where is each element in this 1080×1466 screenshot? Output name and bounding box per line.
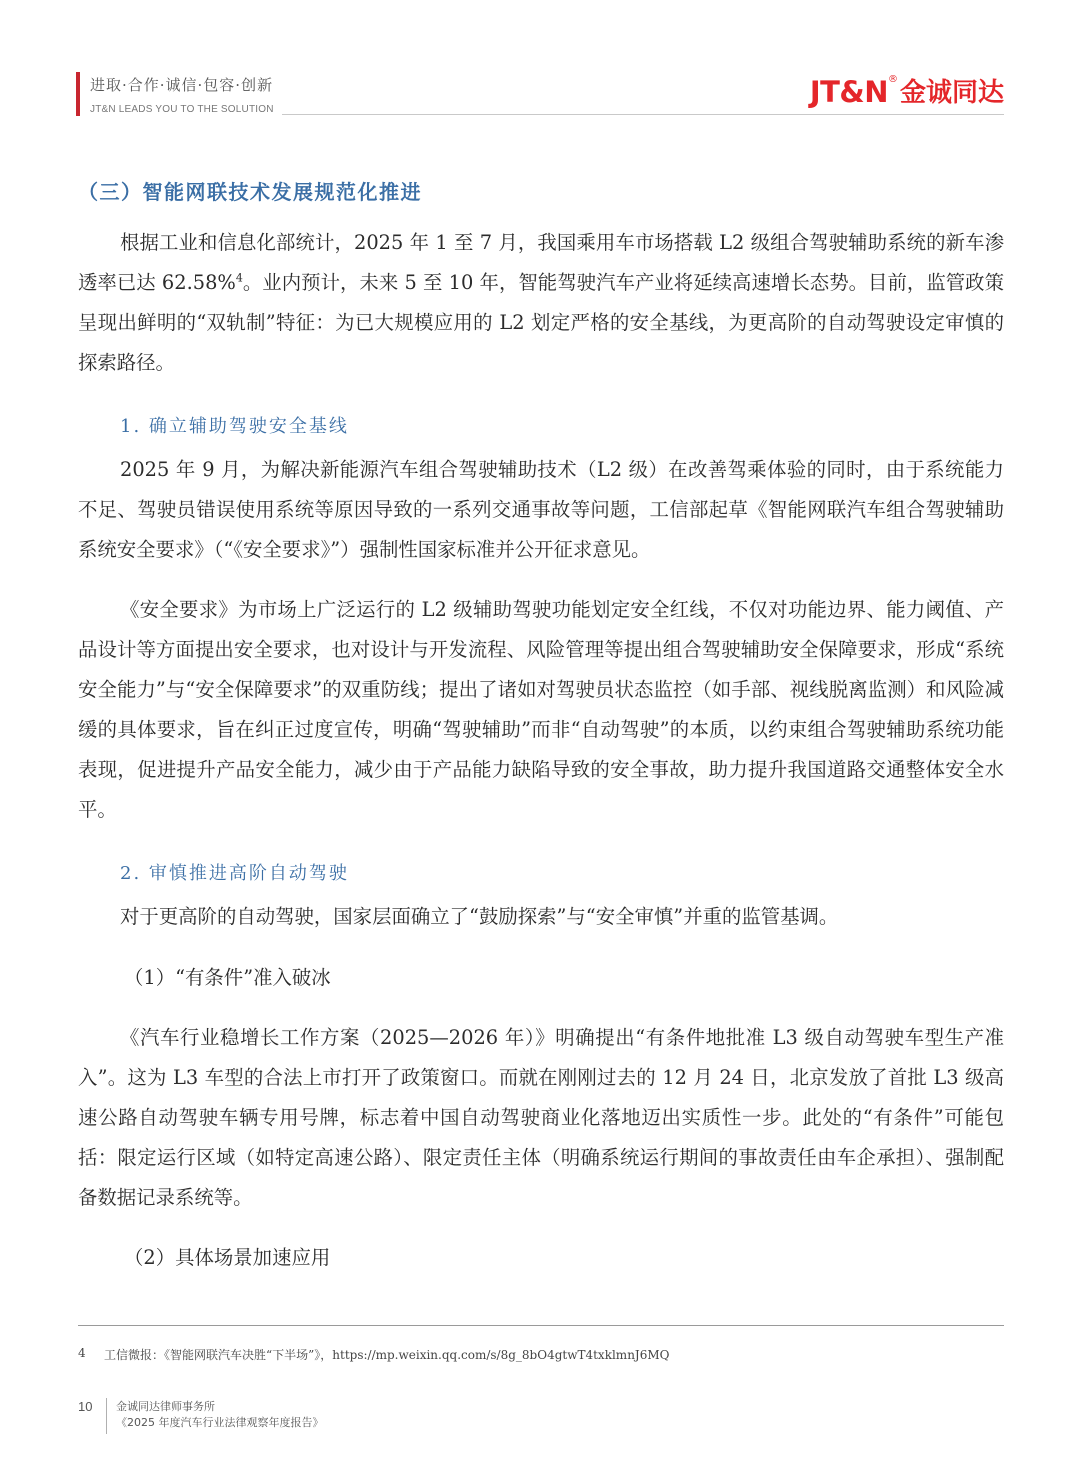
section-intro-paragraph: [78, 223, 1004, 383]
intro-text-rest: 。业内预计，未来 5 至 10 年，智能驾驶汽车产业将延续高速增长态势。目前，监管政策呈现出鲜明的“双轨制”特征：为已大规模应用的 L2 划定严格的安全基线，为更高阶的自动驾驶设定审慎的探索路径。: [78, 271, 1004, 374]
footnote-number: 4: [78, 1346, 86, 1360]
header-accent-bar: [76, 72, 80, 116]
subsection-2-title: 2. 审慎推进高阶自动驾驶: [120, 863, 349, 884]
header-tagline: JT&N LEADS YOU TO THE SOLUTION: [90, 104, 274, 115]
header-motto: 进取·合作·诚信·包容·创新: [90, 76, 274, 94]
footnote-text[interactable]: 工信微报：《智能网联汽车决胜“下半场”》，https://mp.weixin.qq.com/s/8g_8bO4gtwT4txklmnJ6MQ: [104, 1348, 670, 1362]
subsection-1-paragraph-1: 2025 年 9 月，为解决新能源汽车组合驾驶辅助技术（L2 级）在改善驾乘体验的同时，由于系统能力不足、驾驶员错误使用系统等原因导致的一系列交通事故等问题，工信部起草《智能网联汽车组合驾驶辅助系统安全要求》（“《安全要求》”）强制性国家标准并公开征求意见。: [78, 458, 1004, 561]
subsection-1-paragraph-2: 《安全要求》为市场上广泛运行的 L2 级辅助驾驶功能划定安全红线，不仅对功能边界、能力阈值、产品设计等方面提出安全要求，也对设计与开发流程、风险管理等提出组合驾驶辅助安全保障要求，形成“系统安全能力”与“安全保障要求”的双重防线；提出了诸如对驾驶员状态监控（如手部、视线脱离监测）和风险减缓的具体要求，旨在纠正过度宣传，明确“驾驶辅助”而非“自动驾驶”的本质，以约束组合驾驶辅助系统功能表现，促进提升产品安全能力，减少由于产品能力缺陷导致的安全事故，助力提升我国道路交通整体安全水平。: [78, 598, 1004, 821]
subsection-2-paragraph-2: 《汽车行业稳增长工作方案（2025—2026 年）》明确提出“有条件地批准 L3 级自动驾驶车型生产准入”。这为 L3 车型的合法上市打开了政策窗口。而就在刚刚过去的 12 月 24 日，北京发放了首批 L3 级高速公路自动驾驶车辆专用号牌，标志着中国自动驾驶商业化落地迈出实质性一步。此处的“有条件”可能包括：限定运行区域（如特定高速公路）、限定责任主体（明确系统运行期间的事故责任由车企承担）、强制配备数据记录系统等。: [78, 1026, 1004, 1209]
subsection-2-paragraph-1: 对于更高阶的自动驾驶，国家层面确立了“鼓励探索”与“安全审慎”并重的监管基调。: [120, 905, 839, 928]
logo-mark: ®: [887, 74, 898, 85]
header-rule: [282, 114, 1004, 115]
logo-latin: JT&N: [809, 75, 888, 109]
section-title: （三）智能网联技术发展规范化推进: [78, 180, 422, 204]
intro-text: 根据工业和信息化部统计，2025 年 1 至 7 月，我国乘用车市场搭载 L2 级组合驾驶辅助系统的新车渗透率已达 62.58%: [78, 231, 1004, 294]
subsection-1-title: 1. 确立辅助驾驶安全基线: [120, 416, 349, 437]
page-number: 10: [78, 1399, 93, 1414]
list-item-1: （1）“有条件”准入破冰: [124, 966, 331, 989]
footer-firm-name: 金诚同达律师事务所: [116, 1400, 215, 1413]
footnote-rule: [78, 1325, 1004, 1326]
footer-report-title: 《2025 年度汽车行业法律观察年度报告》: [116, 1416, 324, 1429]
footer-divider: [106, 1398, 107, 1434]
logo-chinese: 金诚同达: [899, 78, 1004, 108]
firm-logo: [810, 72, 1004, 114]
footnote-ref[interactable]: 4: [235, 271, 243, 285]
list-item-2: （2）具体场景加速应用: [124, 1246, 331, 1269]
